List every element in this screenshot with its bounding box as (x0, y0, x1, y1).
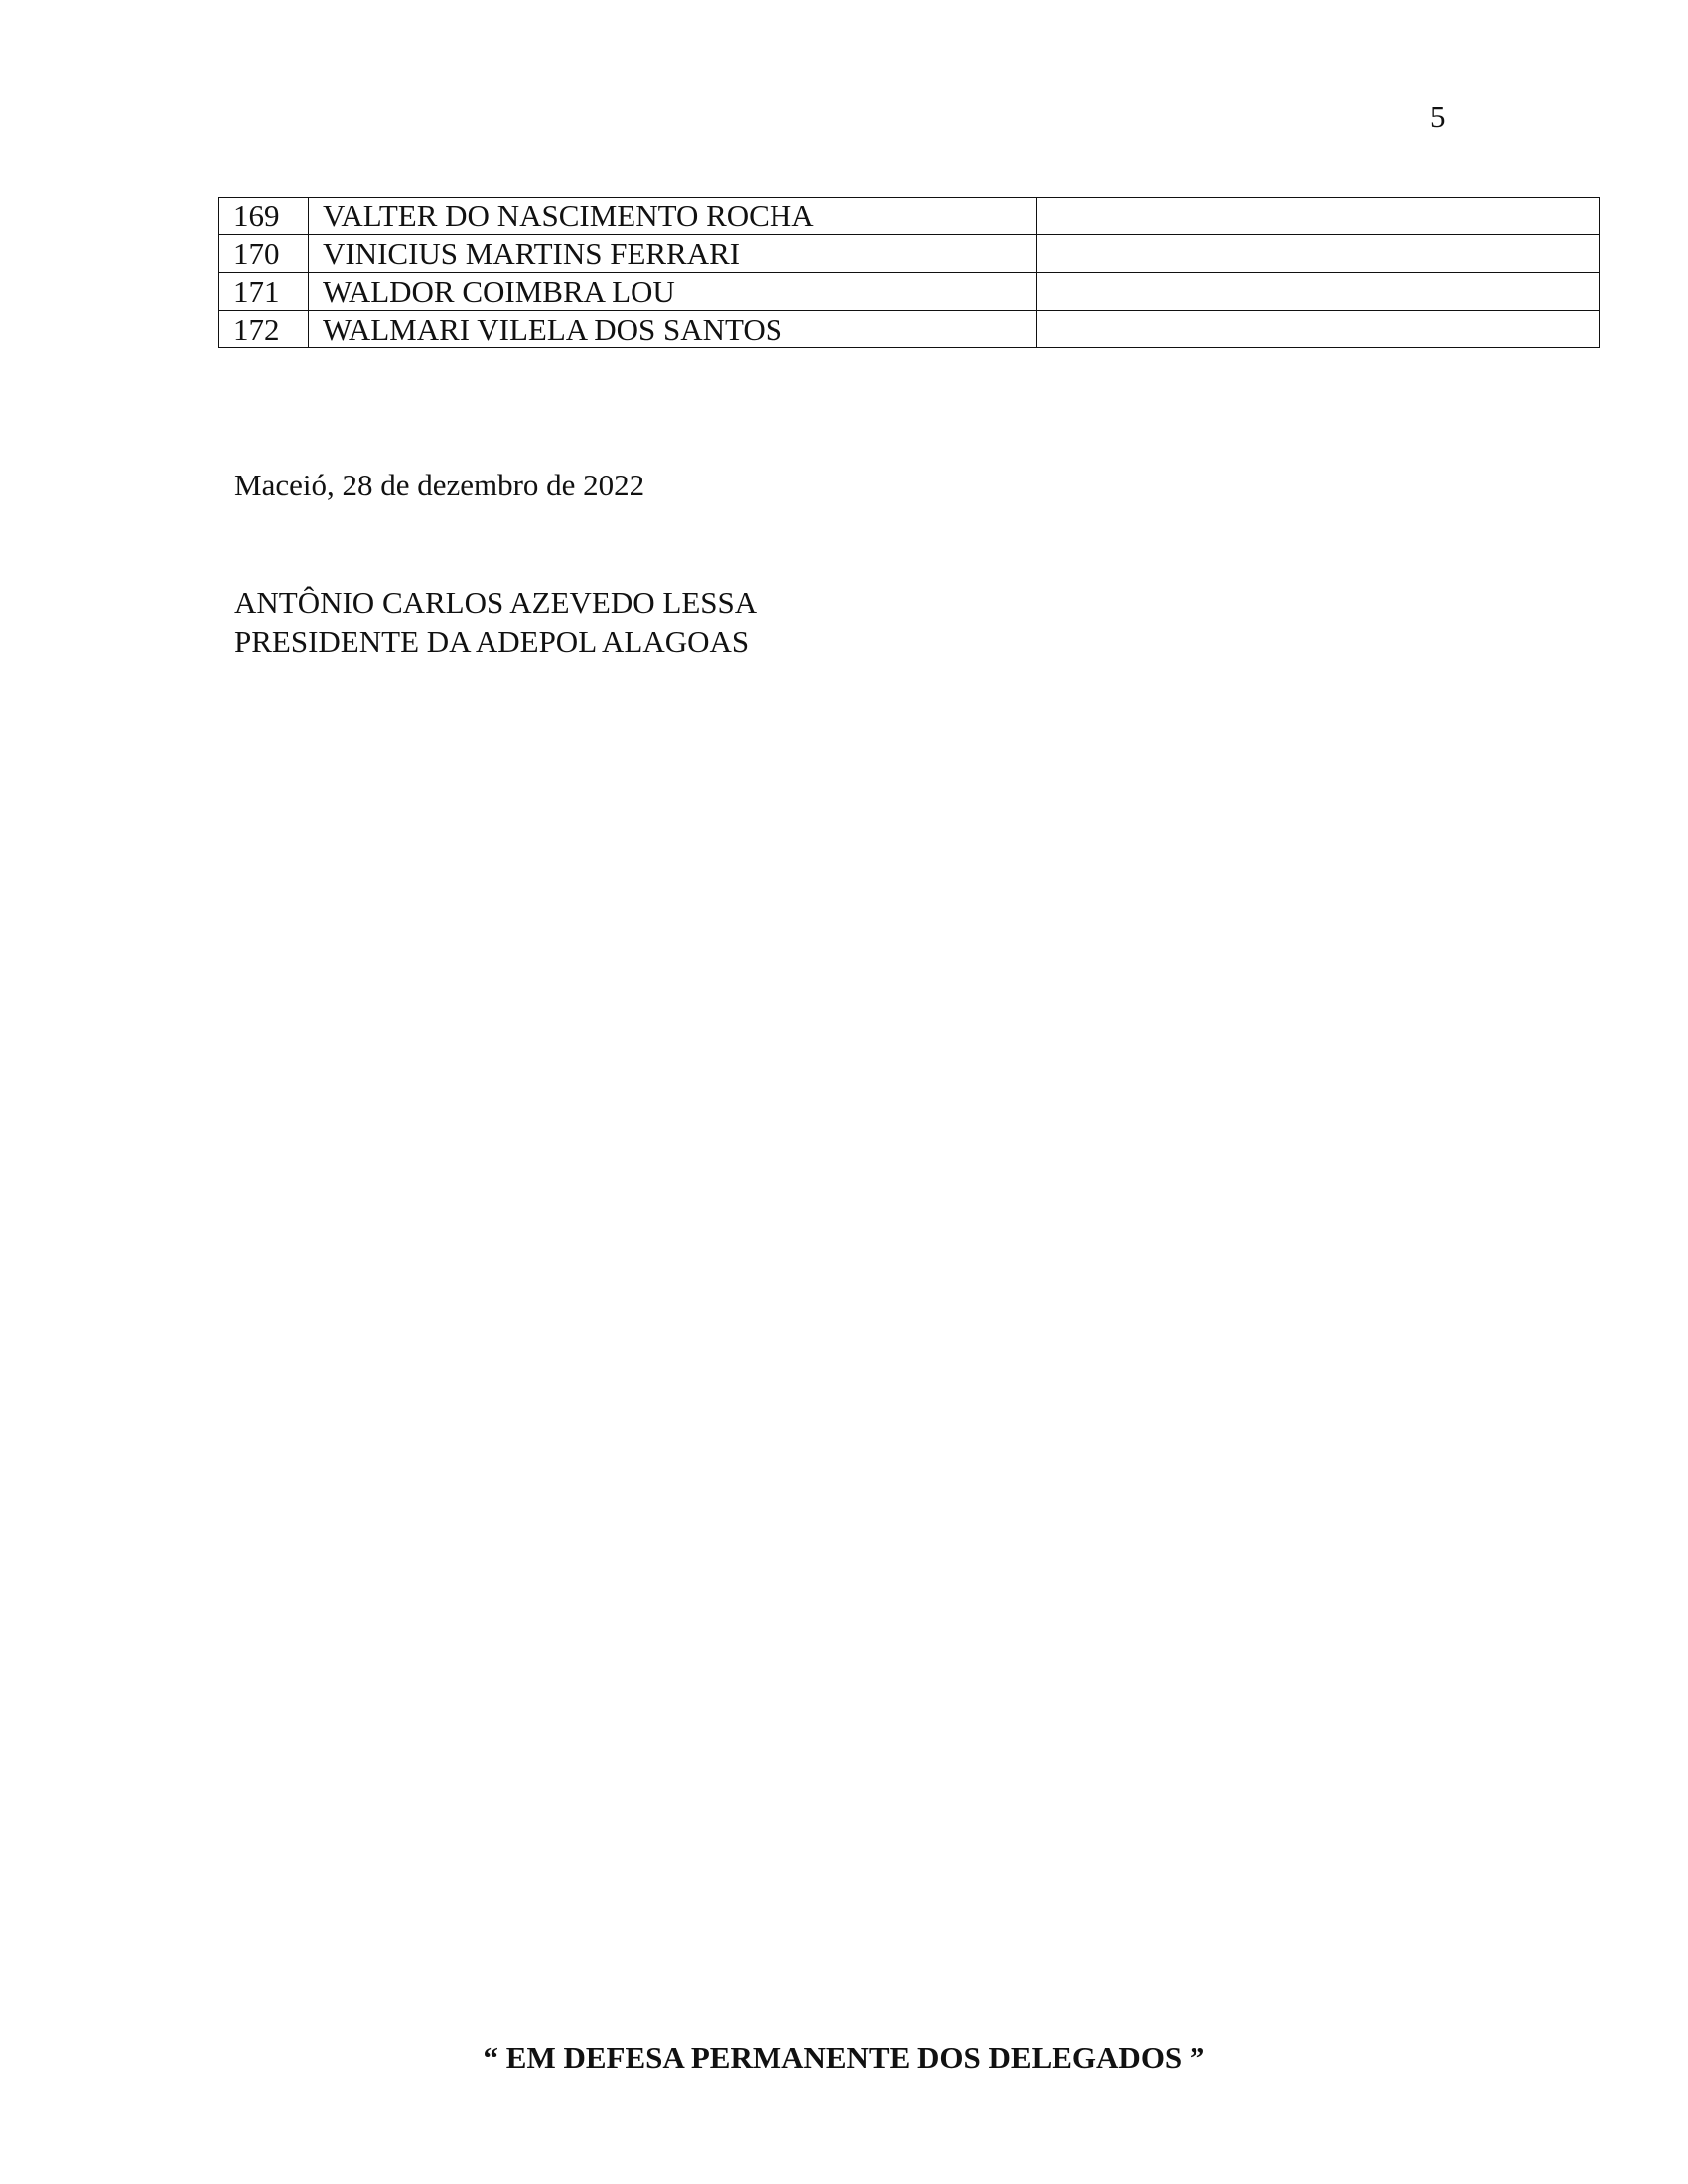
empty-cell (1037, 273, 1600, 311)
table-row (219, 235, 1600, 273)
empty-cell (1037, 235, 1600, 273)
row-number: 169 (219, 198, 309, 235)
table-row (219, 198, 1600, 235)
page-number: 5 (1430, 99, 1446, 134)
footer-motto: “ EM DEFESA PERMANENTE DOS DELEGADOS ” (483, 2040, 1205, 2075)
member-name: WALMARI VILELA DOS SANTOS (309, 311, 1037, 348)
signatory-block (234, 583, 757, 662)
member-name: WALDOR COIMBRA LOU (309, 273, 1037, 311)
roster-table (218, 197, 1600, 348)
empty-cell (1037, 198, 1600, 235)
empty-cell (1037, 311, 1600, 348)
member-name: VINICIUS MARTINS FERRARI (309, 235, 1037, 273)
signatory-title: PRESIDENTE DA ADEPOL ALAGOAS (234, 624, 750, 659)
table-row (219, 311, 1600, 348)
member-name: VALTER DO NASCIMENTO ROCHA (309, 198, 1037, 235)
place-date: Maceió, 28 de dezembro de 2022 (234, 468, 645, 502)
signatory-name: ANTÔNIO CARLOS AZEVEDO LESSA (234, 585, 758, 619)
row-number: 170 (219, 235, 309, 273)
table-row (219, 273, 1600, 311)
row-number: 171 (219, 273, 309, 311)
row-number: 172 (219, 311, 309, 348)
